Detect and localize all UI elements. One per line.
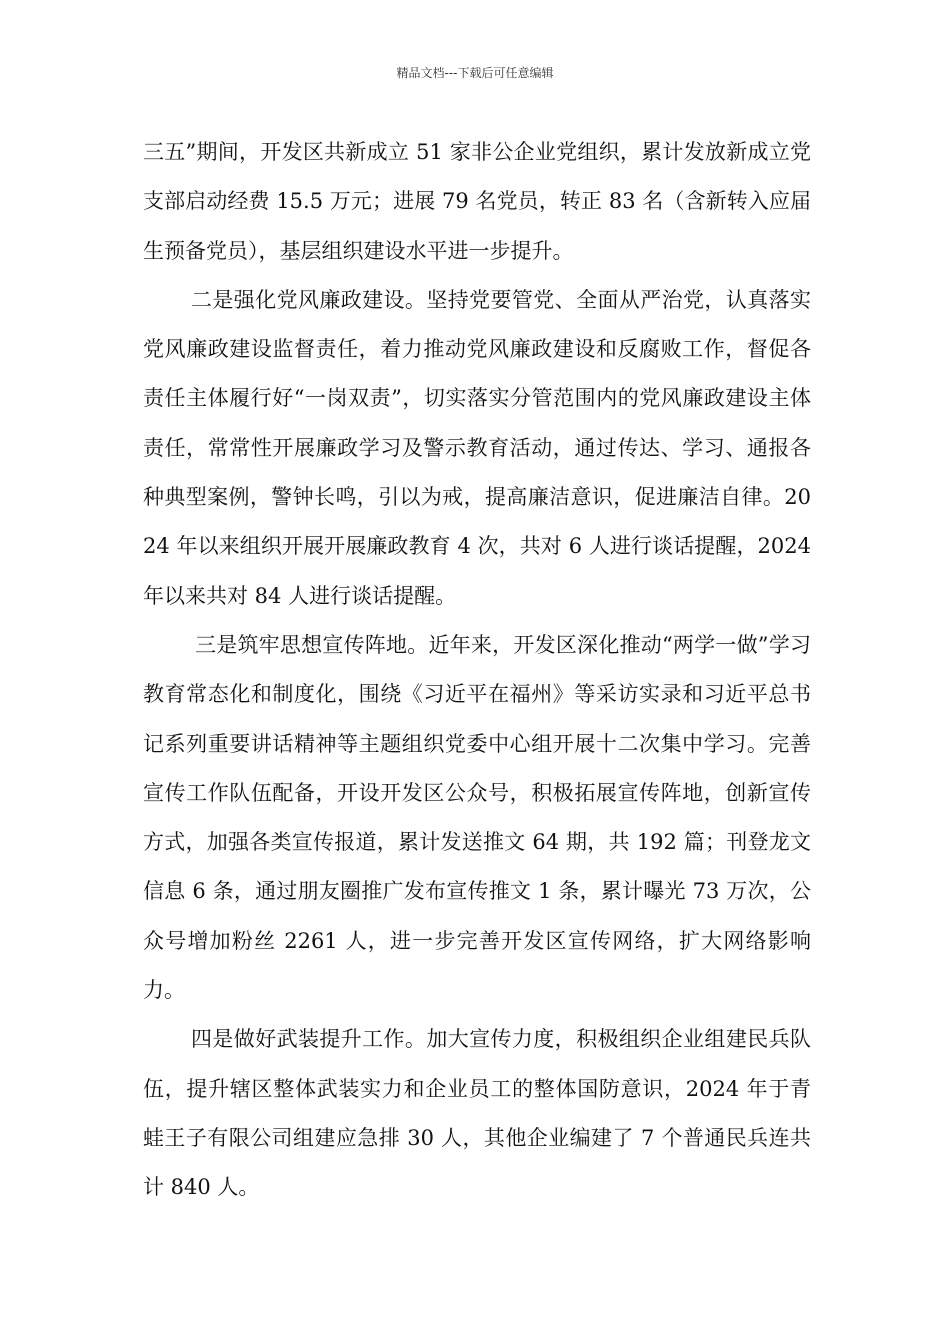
page-header: 精品文档---下载后可任意编辑	[396, 66, 554, 80]
paragraph-party-conduct: 二是强化党风廉政建设。坚持党要管党、全面从严治党，认真落实党风廉政建设监督责任，着力推动党风廉政建设和反腐败工作，督促各责任主体履行好“一岗双责”，切实落实分管范围内的党风廉政建设主体责任，常常性开展廉政学习及警示教育活动，通过传达、学习、通报各种典型案例，警钟长鸣，引以为戒，提高廉洁意识，促进廉洁自律。2024 年以来组织开展开展廉政教育 4 次，共对 6 人进行谈话提醒，2024 年以来共对 84 人进行谈话提醒。	[143, 287, 811, 608]
paragraph-armed-forces: 四是做好武装提升工作。加大宣传力度，积极组织企业组建民兵队伍，提升辖区整体武装实力和企业员工的整体国防意识，2024 年于青蛙王子有限公司组建应急排 30 人，其他企业编建了 7 个普通民兵连共计 840 人。	[143, 1027, 811, 1200]
paragraph-propaganda: 三是筑牢思想宣传阵地。近年来，开发区深化推动“两学一做”学习教育常态化和制度化，围绕《习近平在福州》等采访实录和习近平总书记系列重要讲话精神等主题组织党委中心组开展十二次集中学习。完善宣传工作队伍配备，开设开发区公众号，积极拓展宣传阵地，创新宣传方式，加强各类宣传报道，累计发送推文 64 期，共 192 篇；刊登龙文信息 6 条，通过朋友圈推广发布宣传推文 1 条，累计曝光 73 万次，公众号增加粉丝 2261 人，进一步完善开发区宣传网络，扩大网络影响力。	[143, 632, 811, 1003]
document-body	[143, 128, 811, 1213]
paragraph-continuation: 三五”期间，开发区共新成立 51 家非公企业党组织，累计发放新成立党支部启动经费 15.5 万元；进展 79 名党员，转正 83 名（含新转入应届生预备党员），基层组织建设水平进一步提升。	[143, 140, 811, 263]
